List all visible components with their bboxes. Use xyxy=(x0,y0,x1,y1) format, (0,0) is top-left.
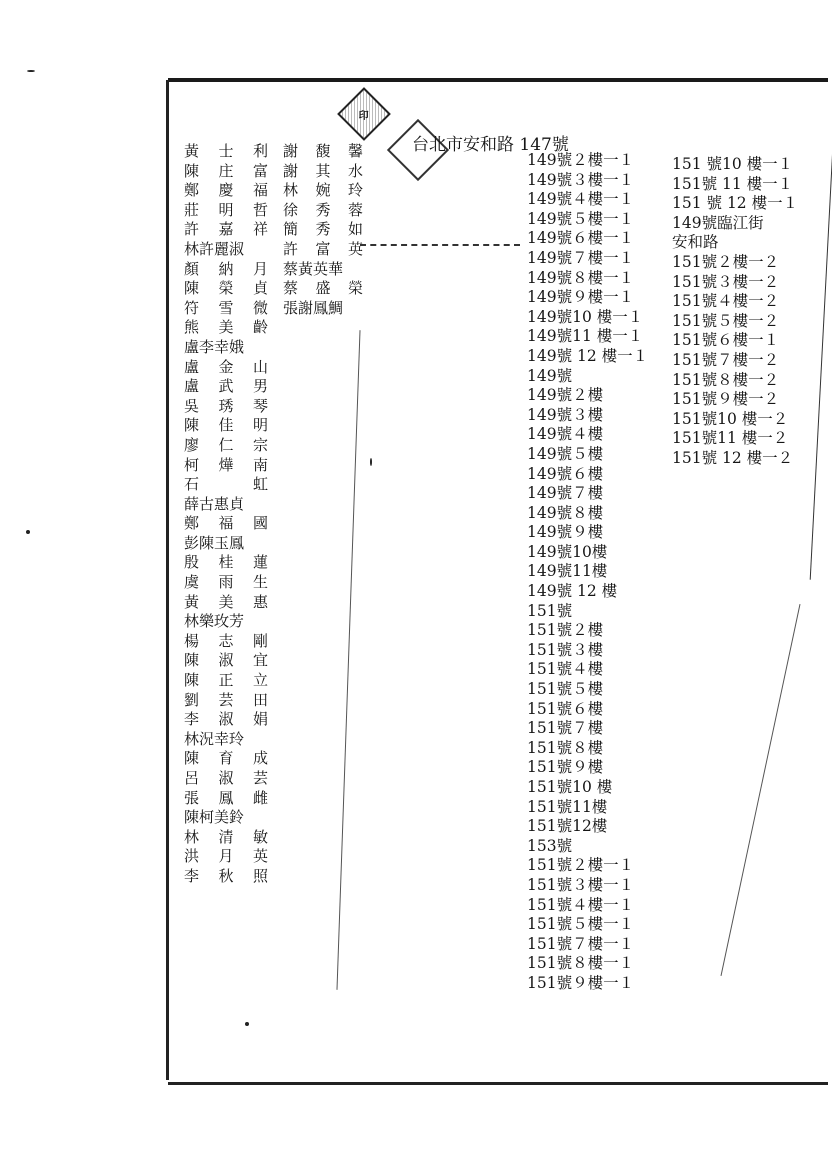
name-entry: 吳 琇 琴 xyxy=(184,396,268,415)
name-entry: 李 秋 照 xyxy=(184,866,268,885)
name-entry: 廖 仁 宗 xyxy=(184,435,268,454)
name-entry: 陳 淑 宜 xyxy=(184,651,268,670)
address-entry: 151號６樓 xyxy=(527,699,604,718)
names-column-2 xyxy=(283,142,363,318)
address-entry: 149號６樓 xyxy=(527,464,604,483)
address-entry: 151號２樓 xyxy=(527,621,604,640)
name-entry: 林樂玫芳 xyxy=(184,612,245,631)
name-entry: 林許麗淑 xyxy=(184,239,245,258)
address-entry: 149號５樓一１ xyxy=(527,209,635,228)
address-entry: 151號10 樓一２ xyxy=(672,409,789,428)
name-entry: 蔡黃英華 xyxy=(283,259,344,278)
address-column-1 xyxy=(527,151,648,994)
scan-speck xyxy=(245,1022,249,1026)
address-entry: 151號５樓一１ xyxy=(527,915,635,934)
name-entry: 虞 雨 生 xyxy=(184,573,268,592)
name-entry: 蔡 盛 榮 xyxy=(283,279,363,298)
name-entry: 石 虹 xyxy=(184,475,268,494)
name-entry: 林 清 敏 xyxy=(184,827,268,846)
address-entry: 151 號 12 樓一１ xyxy=(672,194,799,213)
address-entry: 149號７樓 xyxy=(527,484,604,503)
name-entry: 熊 美 齡 xyxy=(184,318,268,337)
name-entry: 盧 武 男 xyxy=(184,377,268,396)
address-entry: 151號10 樓 xyxy=(527,778,613,796)
name-entry: 許 嘉 祥 xyxy=(184,220,268,239)
stray-diagonal-line xyxy=(721,604,801,976)
name-entry: 張謝鳳鯛 xyxy=(283,298,344,317)
name-entry: 李 淑 娟 xyxy=(184,710,268,729)
seal-stamp-text: 印 xyxy=(359,110,369,122)
address-entry: 151號８樓 xyxy=(527,738,604,757)
dashed-line xyxy=(360,244,520,246)
name-entry: 洪 月 英 xyxy=(184,847,268,866)
address-entry: 149號５樓 xyxy=(527,444,604,463)
name-entry: 殷 桂 蓮 xyxy=(184,553,268,572)
address-entry: 151號２樓一２ xyxy=(672,252,780,271)
name-entry: 薛古惠貞 xyxy=(184,494,245,513)
address-entry: 149號 12 樓 xyxy=(527,582,618,601)
address-entry: 151號12樓 xyxy=(527,817,608,836)
name-entry: 陳 佳 明 xyxy=(184,416,268,435)
scan-speck xyxy=(27,70,35,72)
address-entry: 149號４樓 xyxy=(527,425,604,444)
name-entry: 盧李幸娥 xyxy=(184,337,245,356)
address-entry: 149號10 樓一１ xyxy=(527,307,644,326)
address-entry: 151號 11 樓一１ xyxy=(672,174,794,193)
name-entry: 謝 馥 馨 xyxy=(283,142,363,160)
address-entry: 149號臨江街 xyxy=(672,213,764,232)
name-entry: 顏 納 月 xyxy=(184,259,268,278)
name-entry: 林況幸玲 xyxy=(184,729,245,748)
name-entry: 鄭 慶 福 xyxy=(184,181,268,200)
name-entry: 符 雪 微 xyxy=(184,298,268,317)
name-entry: 許 富 英 xyxy=(283,239,363,258)
address-entry: 151號７樓一２ xyxy=(672,350,780,369)
address-entry: 151號 xyxy=(527,601,573,620)
name-entry: 黃 士 利 xyxy=(184,142,268,160)
address-entry: 151號８樓一１ xyxy=(527,954,635,973)
name-entry: 陳 育 成 xyxy=(184,749,268,768)
address-entry: 149號３樓 xyxy=(527,405,604,424)
address-entry: 151號４樓 xyxy=(527,660,604,679)
address-entry: 151號９樓一１ xyxy=(527,973,635,992)
address-entry: 149號２樓一１ xyxy=(527,151,635,169)
name-entry: 徐 秀 蓉 xyxy=(283,200,363,219)
name-entry: 莊 明 哲 xyxy=(184,200,268,219)
address-entry: 149號11 樓一１ xyxy=(527,327,644,346)
address-entry: 153號 xyxy=(527,836,573,855)
address-entry: 149號 12 樓一１ xyxy=(527,346,649,365)
address-entry: 151號９樓一２ xyxy=(672,390,780,409)
name-entry: 劉 芸 田 xyxy=(184,690,268,709)
name-entry: 黃 美 惠 xyxy=(184,592,268,611)
frame-right-line xyxy=(810,110,832,579)
address-entry: 149號８樓 xyxy=(527,503,604,522)
address-entry: 151號11 樓一２ xyxy=(672,429,789,448)
name-entry: 鄭 福 國 xyxy=(184,514,268,533)
column-divider-line xyxy=(336,330,360,990)
address-entry: 149號11樓 xyxy=(527,562,608,581)
address-entry: 151號３樓一２ xyxy=(672,272,780,291)
name-entry: 簡 秀 如 xyxy=(283,220,363,239)
names-column-1 xyxy=(184,142,268,887)
address-entry: 安和路 xyxy=(672,233,719,252)
name-entry: 陳 庄 富 xyxy=(184,161,268,180)
name-entry: 彭陳玉鳳 xyxy=(184,533,245,552)
name-entry: 盧 金 山 xyxy=(184,357,268,376)
address-entry: 151號６樓一１ xyxy=(672,331,780,350)
frame-top-border xyxy=(168,78,828,82)
scan-speck xyxy=(370,458,372,466)
name-entry: 張 鳳 雌 xyxy=(184,788,268,807)
address-entry: 151號 12 樓一２ xyxy=(672,448,794,467)
address-entry: 149號10樓 xyxy=(527,542,608,561)
name-entry: 呂 淑 芸 xyxy=(184,769,268,787)
address-entry: 151號９樓 xyxy=(527,758,604,777)
name-entry: 柯 燁 南 xyxy=(184,455,268,474)
address-title: 台北市安和路 147號 xyxy=(412,135,569,155)
address-entry: 151號５樓一２ xyxy=(672,311,780,330)
address-entry: 149號７樓一１ xyxy=(527,248,635,267)
address-entry: 149號４樓一１ xyxy=(527,190,635,209)
address-entry: 149號３樓一１ xyxy=(527,170,635,189)
name-entry: 陳柯美鈴 xyxy=(184,808,245,827)
name-entry: 陳 榮 貞 xyxy=(184,279,268,298)
frame-left-border xyxy=(166,80,169,1080)
address-entry: 151號４樓一１ xyxy=(527,895,635,914)
address-entry: 151號３樓一１ xyxy=(527,875,635,894)
address-entry: 151號７樓一１ xyxy=(527,934,635,953)
seal-stamp xyxy=(337,87,391,141)
name-entry: 林 婉 玲 xyxy=(283,181,363,200)
name-entry: 謝 其 水 xyxy=(283,161,363,180)
address-entry: 151號３樓 xyxy=(527,640,604,659)
address-column-2 xyxy=(672,155,798,469)
address-entry: 149號９樓 xyxy=(527,523,604,542)
address-entry: 151 號10 樓一１ xyxy=(672,155,794,173)
name-entry: 楊 志 剛 xyxy=(184,631,268,650)
address-entry: 151號４樓一２ xyxy=(672,292,780,311)
address-entry: 151號８樓一２ xyxy=(672,370,780,389)
frame-bottom-border xyxy=(168,1082,828,1085)
address-entry: 149號６樓一１ xyxy=(527,229,635,248)
address-entry: 149號２樓 xyxy=(527,386,604,405)
address-entry: 151號５樓 xyxy=(527,680,604,699)
address-entry: 151號11樓 xyxy=(527,797,608,816)
address-entry: 149號８樓一１ xyxy=(527,268,635,287)
scan-speck xyxy=(26,530,30,534)
address-entry: 149號 xyxy=(527,366,573,385)
address-entry: 151號７樓 xyxy=(527,719,604,738)
address-entry: 149號９樓一１ xyxy=(527,288,635,307)
address-entry: 151號２樓一１ xyxy=(527,856,635,875)
name-entry: 陳 正 立 xyxy=(184,671,268,690)
